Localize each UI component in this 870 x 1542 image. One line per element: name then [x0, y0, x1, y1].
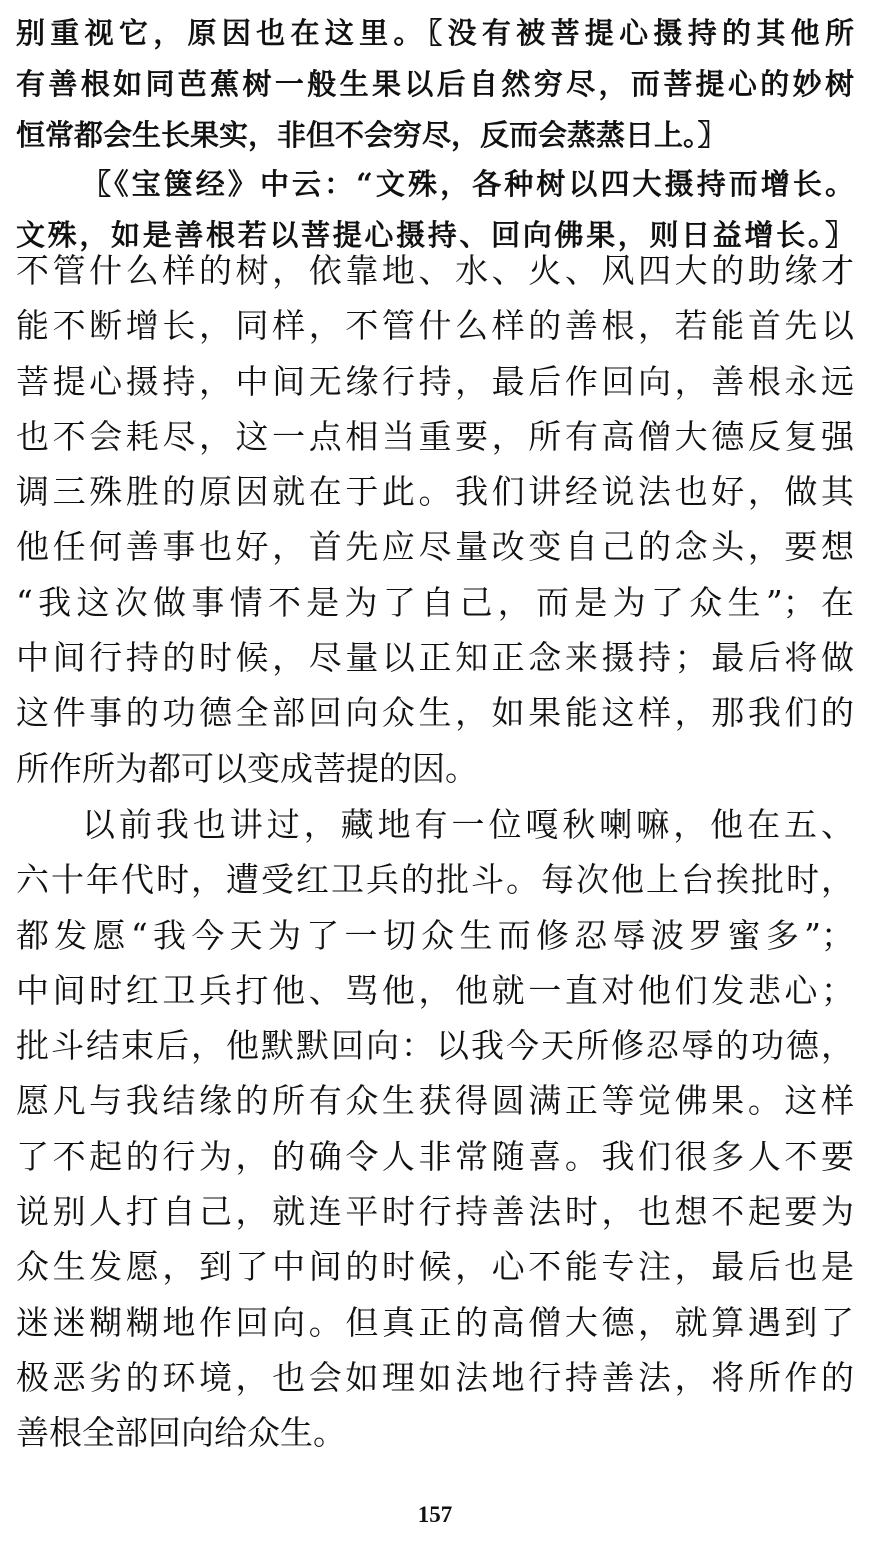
text-line: “我这次做事情不是为了自己，而是为了众生”；在: [16, 582, 854, 622]
text-line: 都发愿“我今天为了一切众生而修忍辱波罗蜜多”；: [16, 915, 854, 955]
text-line: 也不会耗尽，这一点相当重要，所有高僧大德反复强: [16, 416, 854, 456]
text-line: 别重视它，原因也在这里。〖没有被菩提心摄持的其他所: [16, 16, 854, 50]
body-paragraph-1: [16, 243, 854, 796]
text-line: 这件事的功德全部回向众生，如果能这样，那我们的: [16, 693, 854, 733]
page-number: 157: [417, 1502, 453, 1527]
text-line: 说别人打自己，就连平时行持善法时，也想不起要为: [16, 1192, 854, 1232]
text-line: 〖《宝箧经》中云：“文殊，各种树以四大摄持而增长。: [82, 167, 854, 201]
text-line: 中间时红卫兵打他、骂他，他就一直对他们发悲心；: [16, 970, 854, 1010]
text-line: 六十年代时，遭受红卫兵的批斗。每次他上台挨批时，: [16, 860, 854, 900]
bold-commentary-paragraph-1: [16, 8, 854, 161]
text-line: 中间行持的时候，尽量以正知正念来摄持；最后将做: [16, 638, 854, 678]
text-line: 能不断增长，同样，不管什么样的善根，若能首先以: [16, 306, 854, 346]
body-paragraph-2: [16, 797, 854, 1461]
text-line: 极恶劣的环境，也会如理如法地行持善法，将所作的: [16, 1357, 854, 1397]
text-line: 恒常都会生长果实，非但不会穷尽，反而会蒸蒸日上。〗: [16, 118, 727, 152]
text-line: 愿凡与我结缘的所有众生获得圆满正等觉佛果。这样: [16, 1081, 854, 1121]
text-line: 菩提心摄持，中间无缘行持，最后作回向，善根永远: [16, 361, 854, 401]
text-line: 所作所为都可以变成菩提的因。: [16, 748, 478, 788]
text-line: 有善根如同芭蕉树一般生果以后自然穷尽，而菩提心的妙树: [16, 67, 854, 101]
text-line: 调三殊胜的原因就在于此。我们讲经说法也好，做其: [16, 472, 854, 512]
text-line: 善根全部回向给众生。: [16, 1413, 346, 1453]
text-line: 了不起的行为，的确令人非常随喜。我们很多人不要: [16, 1136, 854, 1176]
text-line: 批斗结束后，他默默回向：以我今天所修忍辱的功德，: [16, 1026, 854, 1066]
text-line: 不管什么样的树，依靠地、水、火、风四大的助缘才: [16, 251, 854, 290]
text-line: 文殊，如是善根若以菩提心摄持、回向佛果，则日益增长。〗: [16, 218, 854, 252]
text-line: 众生发愿，到了中间的时候，心不能专注，最后也是: [16, 1247, 854, 1287]
text-line: 迷迷糊糊地作回向。但真正的高僧大德，就算遇到了: [16, 1302, 854, 1342]
text-line: 他任何善事也好，首先应尽量改变自己的念头，要想: [16, 527, 854, 567]
text-line: 以前我也讲过，藏地有一位嘎秋喇嘛，他在五、: [82, 805, 854, 844]
